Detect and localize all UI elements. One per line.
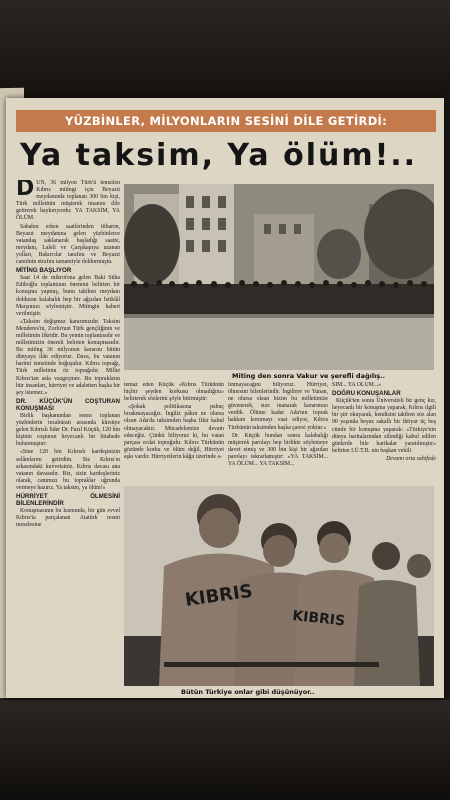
paragraph: «Sine 120 bin Kıbrıslı kardeşinizin selâmlarını getirdim. Siz Kıbrıs'ın arkasındaki kuvvetsiniz. Kıbrıs davası ana vatanın davasıdır. Biz, sizin kardeşleriniz olarak, canımızı bu topraklar uğrunda vermeye hazırız. Ya taksim, ya ölüm!» <box>16 449 120 491</box>
article-column-4 <box>332 382 436 484</box>
chest-writing: KIBRIS <box>291 608 346 630</box>
magazine-page <box>6 98 444 698</box>
subheading: HÜRRİYET ÖLMESİNİ BİLENLERİNDİR <box>16 493 120 508</box>
article-column-1 <box>16 180 120 690</box>
paragraph: Sabahın erken saatlerinden itibaren, Beyazıt meydanına gelen yüzbinlerce vatandaş saklanarak başladığı saatte, meydanı, Laleli ve Çarşıkapıya uzanan yolları, Bakırcılar tarafını ve Beyazıt camiinin etrafını tamamiyle doldurmuştu. <box>16 223 120 266</box>
continued-note: Devamı orta sahifede <box>386 455 436 462</box>
subheading: DOĞRU KONUŞANLAR <box>332 390 401 398</box>
page-title: Ya taksim, Ya ölüm!.. <box>20 138 418 173</box>
protesters-photo <box>124 486 434 686</box>
paragraph: temaz eden Küçük «Kıbrıs Türkünün hiçbir şeyden korkusu olmadığını» belirterek sözlerini şöyle bitirmiştir: <box>124 382 224 403</box>
subheading: MİTİNG BAŞLIYOR <box>16 267 72 275</box>
background-table-top <box>0 0 450 100</box>
paragraph: «Şokak politikasına pabuç bırakmayacağız. İngiliz pâkın ne olursa olsun Ada'da taksimden başka fikir kabul olmayacaktır. Mücadelemize devam edeceğiz. Çünkü biliyoruz ki, bu vatan parçası ecdat toprağıdır. Kıbrıs Türkünün gözünde korku ve ölüm değil, Hürriyet aşkı vardır. Hürriyetlerin kâğıt üzerinde a- <box>124 404 224 460</box>
paragraph: Dr. Küçük bundan sonra kalabalığı müşterek parolayı hep birlikte söylemeye davet etmiş ve 300 bin kişi bir ağızdan parolayı tekrarlamıştır: «YA TAKSİM... YA ÖLÜM... YA TAKSİM... <box>228 432 328 468</box>
paragraph: ÜN, 36 milyon Türk'ü temsilen Kıbrıs mitingi için Beyazıt meydanında toplanan 300 bin kişi, Türk milletinin müşterek imanını dile getirerek haykırıyordu: YA TAKSİM, YA ÖLÜM. <box>16 180 120 222</box>
paragraph: Birlik başkanından sonra toplanan yüzbinlerin tezahüratı arasında kürsüye gelen Kıbrıslı lider Dr. Fazıl Küçük, 120 bin kişinin coşturan heyecanlı bir hitabede bulunmuştur: <box>16 413 120 448</box>
paragraph: lınmayacağını biliyoruz. Hürriyet, ölmesini bilenlerindir. İngiltere ve Yunan, ne olursa olsun bizim bu milletimize güvenerek, size inanarak kararımızı verdik. Ölüme kadar Ada'nın toprak hakkını korumayı vaat ediyor, Kıbrıs Türkünün taksimden başka çaresi yoktur.» <box>228 382 328 431</box>
protesters-photo-illustration <box>124 486 434 686</box>
photo-caption: Miting den sonra Vakur ve şerefli dağılış.. <box>232 372 386 380</box>
crowd-photo-illustration <box>124 184 434 370</box>
crowd-photo <box>124 184 434 370</box>
paragraph: Küçük'ten sonra Üniversiteli bir genç kız, heyecanlı bir konuşma yaparak, Kıbrıs ilgili bir şiir okuyarak, kendisini takiben söz alan 90 yaşında beyaz sakallı bir ihtiyar üç beş cümle bir konuşma yaparak: «Türkiye'nin dünya haritalarından silindiği kabul edilen günlerde bile harikalar yaratılmıştır» belirten I.Ü.T.B. nin başkan vekili <box>332 398 436 454</box>
paragraph: SİM... YA ÖLÜM...» <box>332 382 382 388</box>
subheading: DR. KÜÇÜK'ÜN COŞTURAN KONUŞMASI <box>16 397 120 412</box>
paragraph: Konuşmasının bu kısmında, bir gün evvel Kıbrıs'ta parçalanan Atatürk resmi meselesine <box>16 508 120 529</box>
chest-writing: KIBRIS <box>183 580 254 611</box>
photo-caption: Bütün Türkiye onlar gibi düşünüyor.. <box>181 688 315 696</box>
paragraph: «Taksim değişmez kararımızdır. Taksim Menderes'in, Zorlu'nun Türk gençliğinin ve milletimin fikridir. Bu yemin toplantısıdır ve milletimizin önemli belirten konuşmasıdır. Bu miting 36 milyonun kararını bütün dünyaya ilân ediyoruz. Dava, bu vatanın harimi ismetinde boğuşulur. Kıbrıs toprağı, Türk milletinin öz toprağıdır. Millet Kıbrıs'tan asla vazgeçmez. Bu toprakların hür insanları, hürriyet ve adaletten başka bir şey istemez.» <box>16 318 120 396</box>
paragraph: Saat 14 de mikrofona gelen Baki Süha Ediboğlu toplantının önemini belirten bir konuşma yapmış, bunu takiben meydanı dolduran kalabalık hep bir ağızdan İstiklâl Marşımızı söylemiştir. Mitingin haberi verilmiştir. <box>16 275 120 317</box>
article-column-2 <box>124 382 224 484</box>
background-table-bottom <box>0 700 450 800</box>
headline-banner: YÜZBİNLER, MİLYONLARIN SESİNİ DİLE GETİRDİ: <box>16 110 436 132</box>
article-column-3 <box>228 382 328 484</box>
drop-cap: D <box>16 180 35 201</box>
